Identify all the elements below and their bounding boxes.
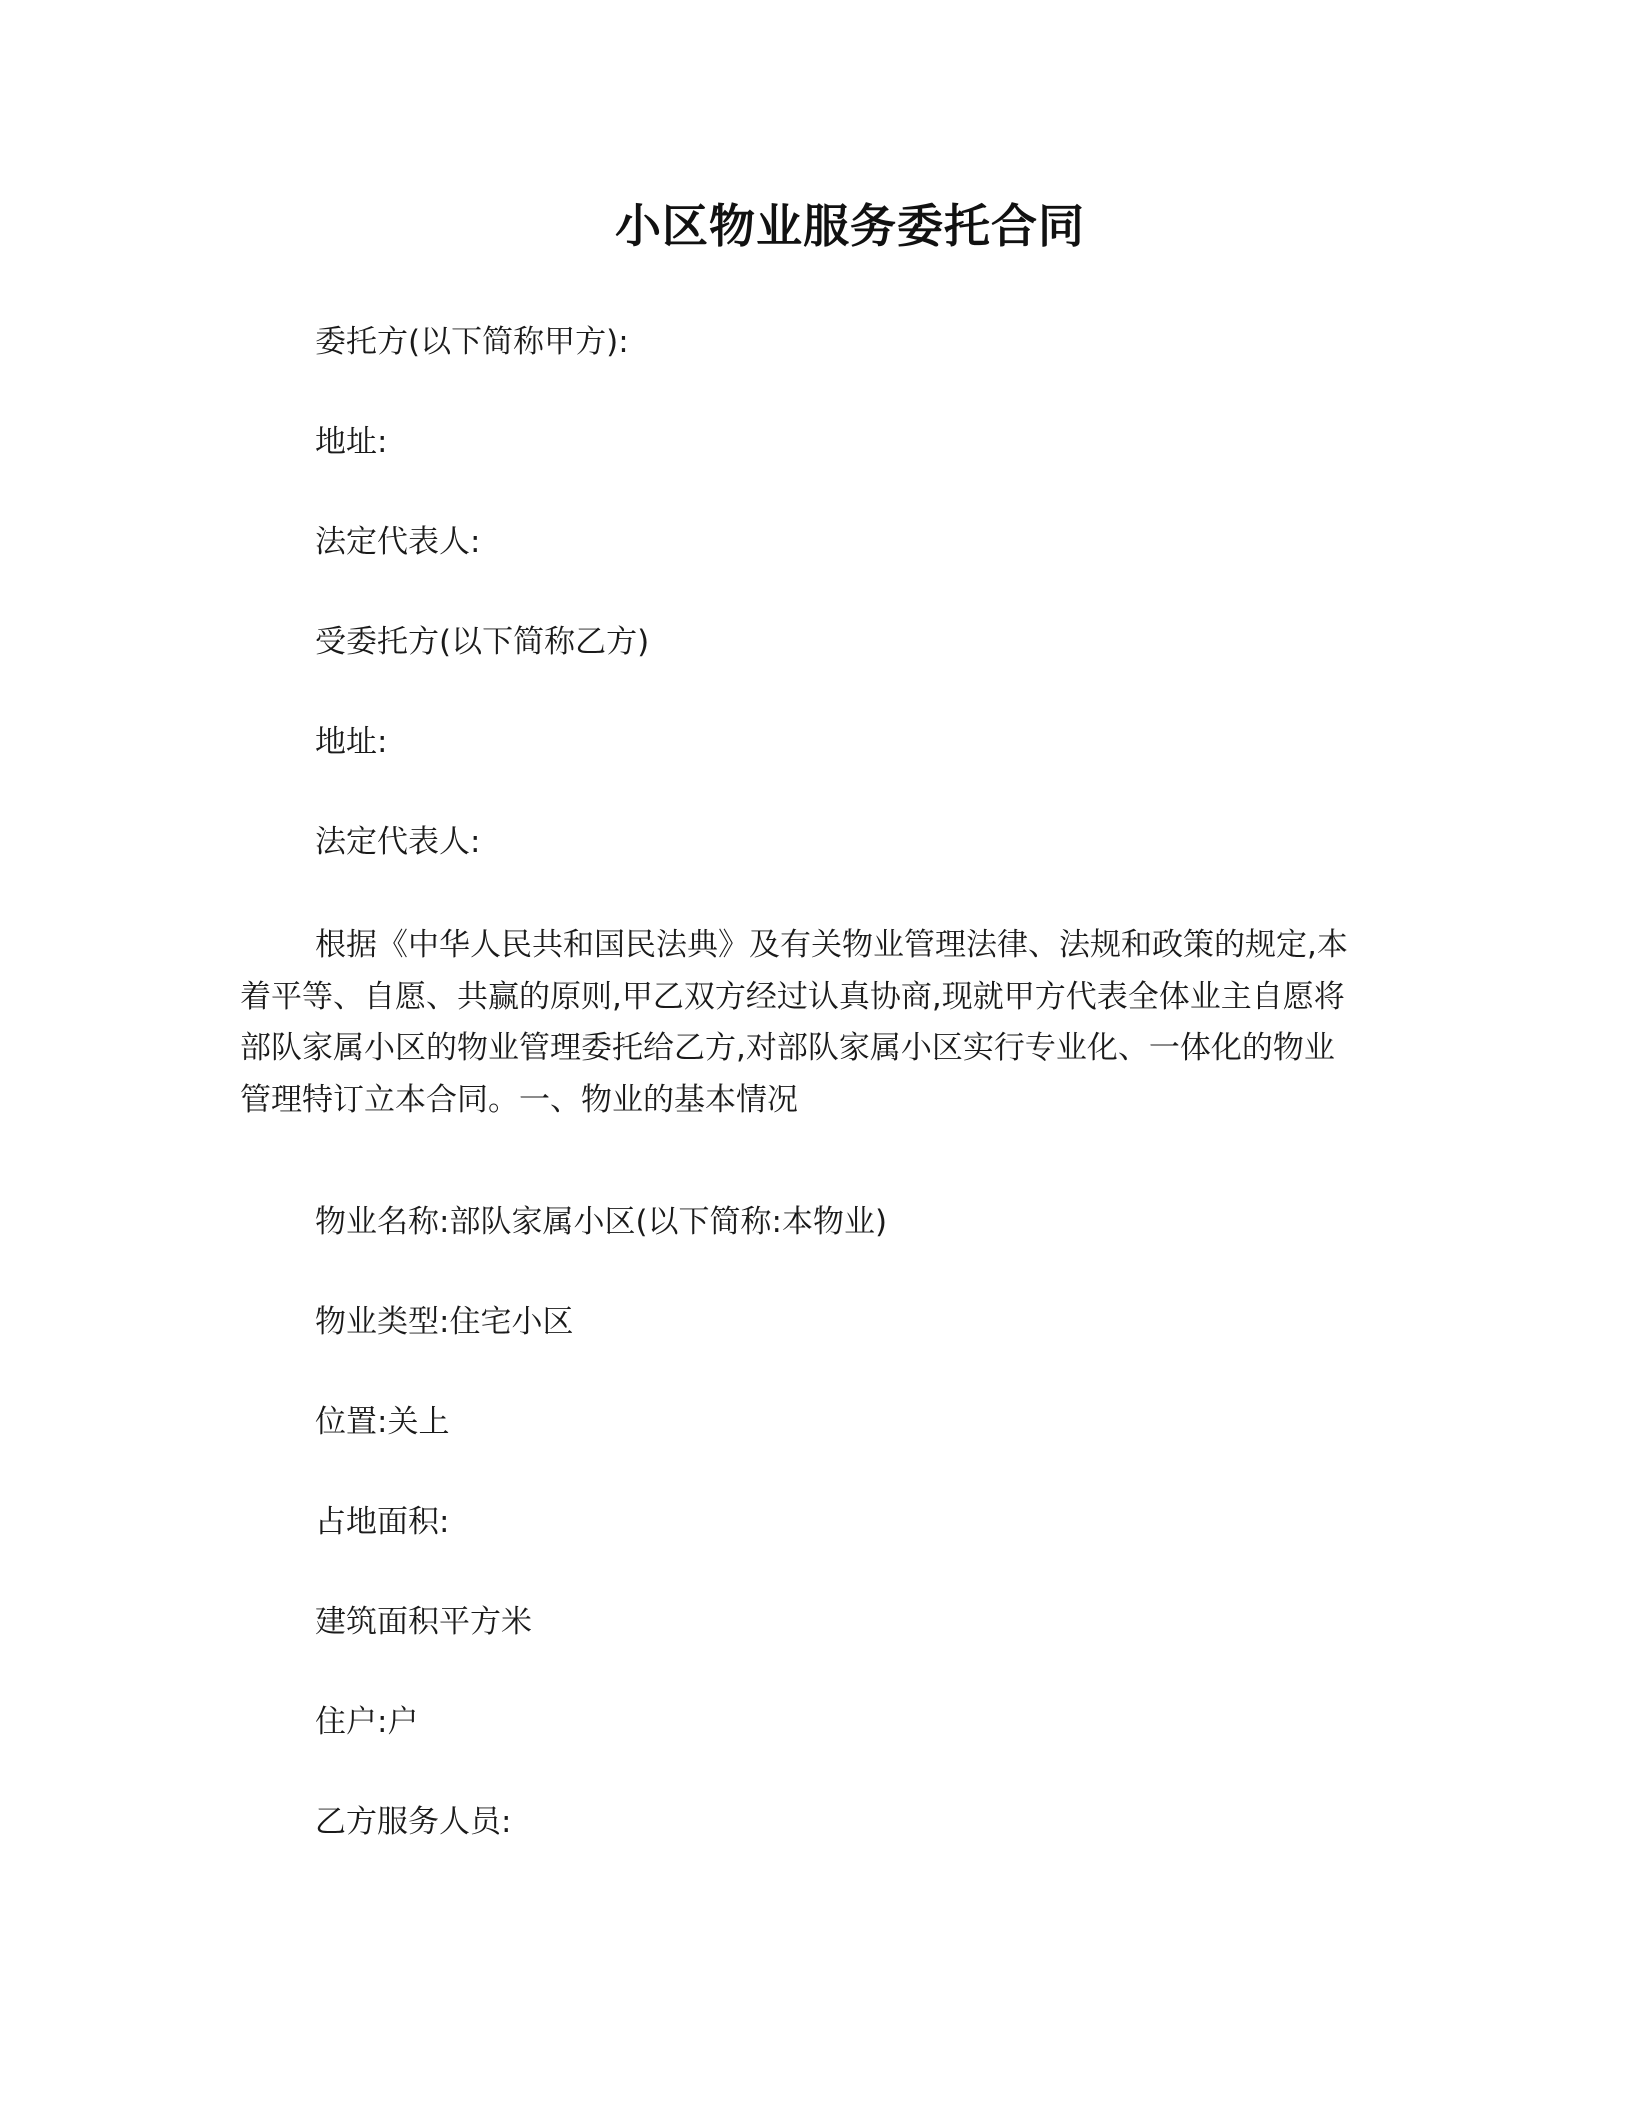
- party-a-representative: 法定代表人:: [315, 524, 481, 560]
- property-staff: 乙方服务人员:: [315, 1804, 512, 1840]
- preamble-line: 部队家属小区的物业管理委托给乙方,对部队家属小区实行专业化、一体化的物业: [240, 1030, 1335, 1066]
- party-a-label: 委托方(以下简称甲方):: [315, 324, 629, 360]
- party-b-address: 地址:: [315, 724, 388, 760]
- party-b-representative: 法定代表人:: [315, 824, 481, 860]
- property-location: 位置:关上: [315, 1404, 450, 1440]
- property-name: 物业名称:部队家属小区(以下简称:本物业): [315, 1204, 888, 1240]
- preamble-line: 着平等、自愿、共赢的原则,甲乙双方经过认真协商,现就甲方代表全体业主自愿将: [240, 978, 1345, 1015]
- property-households: 住户:户: [315, 1704, 419, 1740]
- property-land-area: 占地面积:: [315, 1504, 450, 1540]
- property-building-area: 建筑面积平方米: [315, 1604, 532, 1640]
- property-type: 物业类型:住宅小区: [315, 1304, 574, 1340]
- preamble-line: 管理特订立本合同。一、物业的基本情况: [240, 1081, 798, 1118]
- preamble-line: 根据《中华人民共和国民法典》及有关物业管理法律、法规和政策的规定,本: [315, 927, 1348, 963]
- document-title: 小区物业服务委托合同: [615, 199, 1085, 253]
- preamble-paragraph: [240, 920, 1390, 1126]
- party-b-label: 受委托方(以下简称乙方): [315, 624, 650, 660]
- party-a-address: 地址:: [315, 424, 388, 460]
